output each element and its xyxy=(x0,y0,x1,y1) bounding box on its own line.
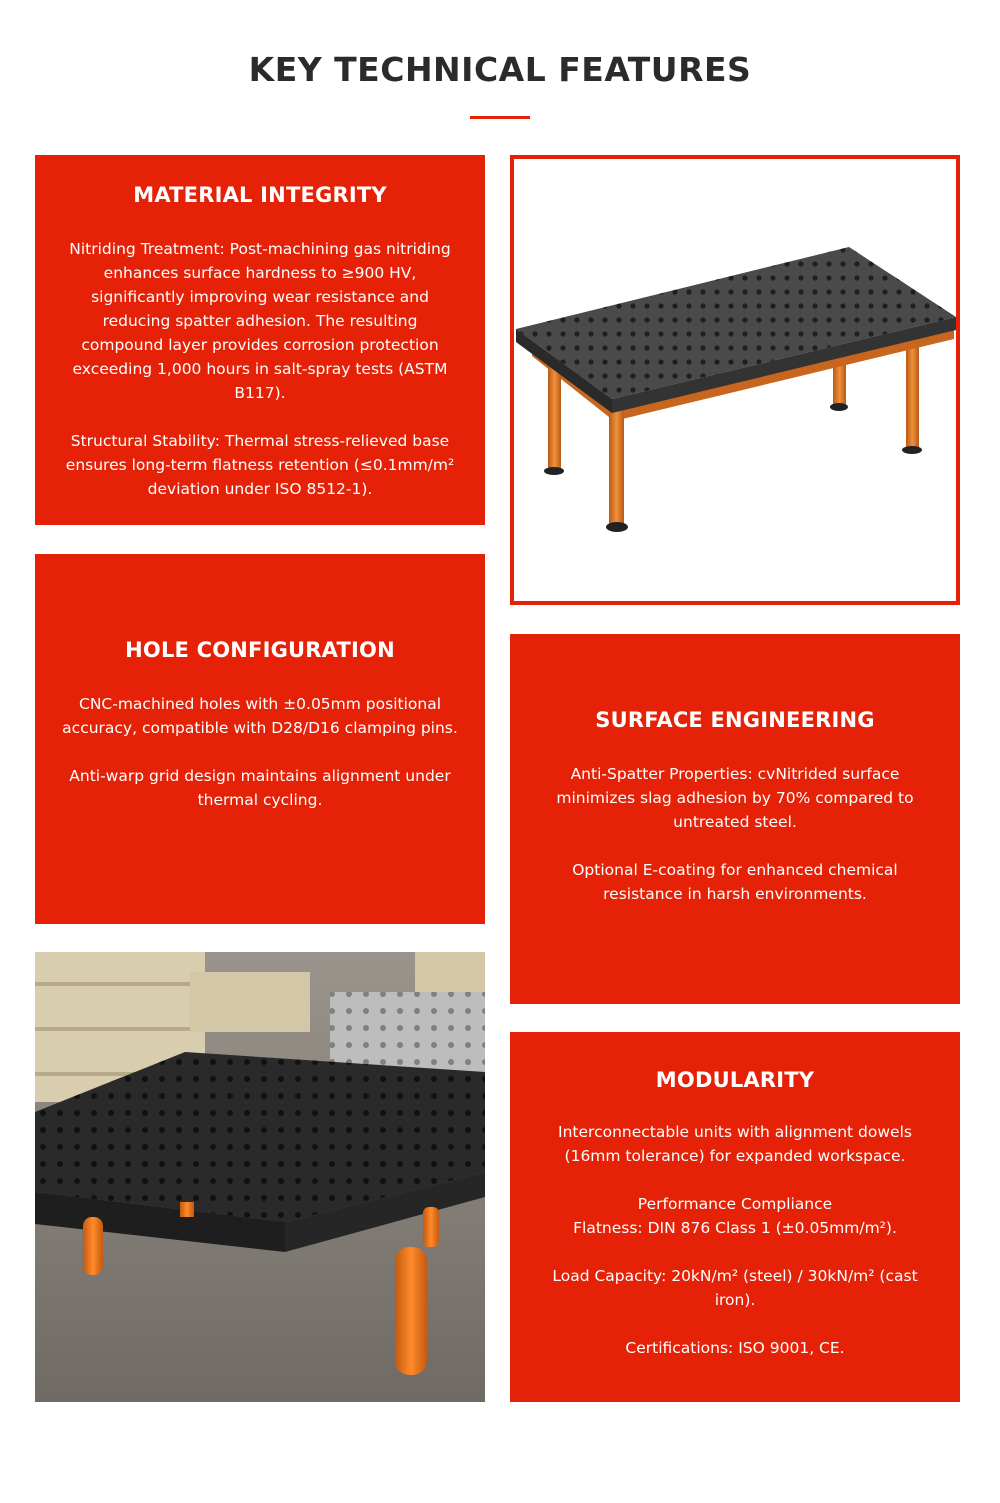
hole-configuration-title: HOLE CONFIGURATION xyxy=(125,638,395,662)
surface-engineering-card xyxy=(510,634,960,1004)
page-title: KEY TECHNICAL FEATURES xyxy=(248,50,752,89)
material-integrity-card xyxy=(35,155,485,525)
hole-configuration-text-2: Anti-warp grid design maintains alignment under thermal cycling. xyxy=(69,767,451,809)
welding-table-render-image xyxy=(514,159,956,601)
certifications-text: Certifications: ISO 9001, CE. xyxy=(625,1339,845,1357)
surface-engineering-title: SURFACE ENGINEERING xyxy=(595,708,875,732)
surface-engineering-text-1: Anti-Spatter Properties: cvNitrided surface minimizes slag adhesion by 70% compared to untreated steel. xyxy=(556,765,914,831)
hole-configuration-card xyxy=(35,554,485,924)
material-integrity-title: MATERIAL INTEGRITY xyxy=(133,183,387,207)
flatness-text: Flatness: DIN 876 Class 1 (±0.05mm/m²). xyxy=(573,1219,897,1237)
modularity-card xyxy=(510,1032,960,1402)
material-integrity-text-2: Structural Stability: Thermal stress-relieved base ensures long-term flatness retention (≤0.1mm/m² deviation under ISO 8512-1). xyxy=(65,432,455,498)
material-integrity-text-1: Nitriding Treatment: Post-machining gas nitriding enhances surface hardness to ≥900 HV, significantly improving wear resistance and reducing spatter adhesion. The resulting compound layer provides corrosion protection exceeding 1,000 hours in salt-spray tests (ASTM B117). xyxy=(69,240,451,402)
title-underline xyxy=(470,116,530,119)
modularity-title: MODULARITY xyxy=(655,1068,815,1092)
performance-compliance-heading: Performance Compliance xyxy=(637,1195,833,1213)
surface-engineering-text-2: Optional E-coating for enhanced chemical resistance in harsh environments. xyxy=(572,861,898,903)
load-capacity-text: Load Capacity: 20kN/m² (steel) / 30kN/m² (cast iron). xyxy=(552,1267,918,1309)
modularity-text-1: Interconnectable units with alignment dowels (16mm tolerance) for expanded workspace. xyxy=(558,1123,912,1165)
warehouse-table-photo xyxy=(35,952,485,1402)
welding-table-render-frame xyxy=(510,155,960,605)
hole-configuration-text-1: CNC-machined holes with ±0.05mm positional accuracy, compatible with D28/D16 clamping pins. xyxy=(62,695,458,737)
